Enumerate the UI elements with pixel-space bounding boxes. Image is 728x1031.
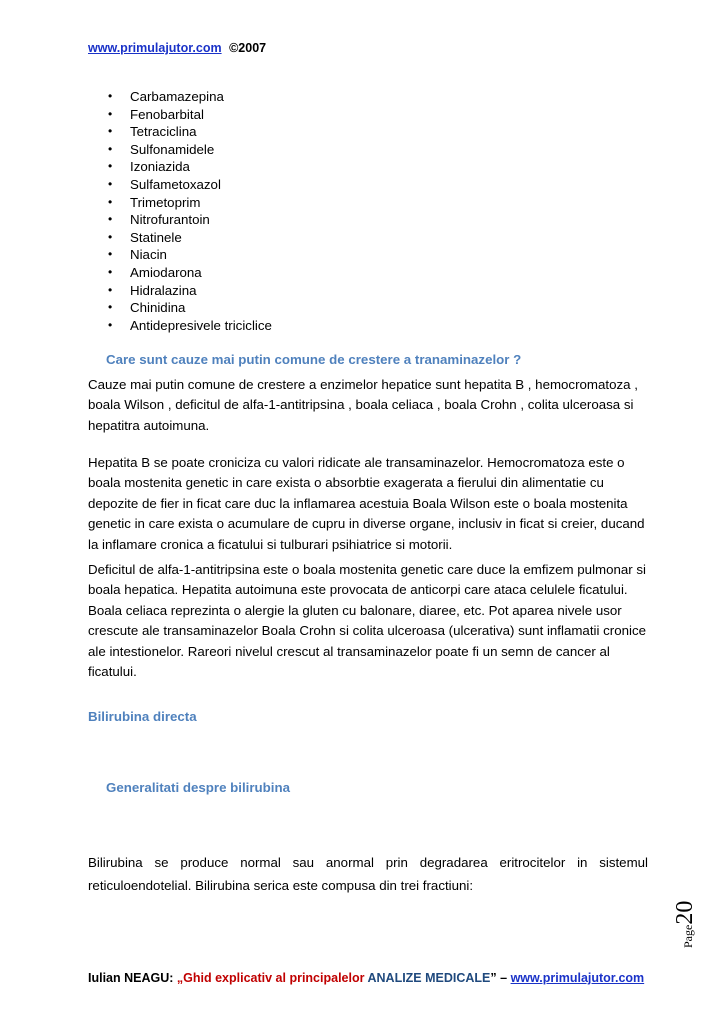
bullet-icon: • — [108, 282, 113, 297]
paragraph-causes: Cauze mai putin comune de crestere a enzimelor hepatice sunt hepatita B , hemocromatoza , boala Wilson , deficitul de alfa-1-antitripsina , boala celiaca , boala Crohn , colita ulceroasa si hepatitra autoimuna. — [88, 377, 638, 433]
bullet-icon: • — [108, 124, 113, 139]
footer-open-quote: „ — [176, 971, 184, 985]
list-item: • Amiodarona — [108, 264, 202, 280]
paragraph-hepatitis-b: Hepatita B se poate croniciza cu valori ridicate ale transaminazelor. Hemocromatoza este o boala mostenita genetic in care exista o absorbtie exagerata a fierului din alimentatie cu depozite de fier in ficat care duc la inflamarea acestuia Boala Wilson este o boala mostenita genetic in care exista o acumulare de cupru in diverse organe, inclusiv in ficat si creier, ducand la inflamare cronica a ficatului si tulburari psihiatrice si motorii. — [88, 455, 645, 552]
footer-close: ” – — [490, 971, 508, 985]
page-footer — [88, 971, 644, 985]
header-copyright: ©2007 — [229, 41, 267, 55]
page-header — [88, 41, 266, 55]
list-item: • Niacin — [108, 247, 167, 263]
footer-site-link[interactable]: www.primulajutor.com — [510, 971, 645, 985]
list-item: • Carbamazepina — [108, 89, 224, 104]
page-label: Page — [681, 924, 695, 948]
list-item: • Chinidina — [108, 300, 186, 316]
bullet-icon: • — [108, 106, 113, 121]
list-item: • Antidepresivele triciclice — [108, 317, 272, 333]
bullet-icon: • — [108, 194, 113, 209]
footer-guide-title: Ghid explicativ al principalelor — [183, 971, 365, 985]
list-item: • Izoniazida — [108, 159, 190, 175]
section-heading-causes: Care sunt cauze mai putin comune de crestere a tranaminazelor ? — [106, 352, 522, 367]
section-heading-bilirubin: Bilirubina directa — [88, 709, 197, 724]
list-item: • Sulfametoxazol — [108, 176, 221, 192]
list-item: • Trimetoprim — [108, 194, 201, 210]
bullet-icon: • — [108, 89, 113, 103]
list-item: • Tetraciclina — [108, 124, 197, 140]
bullet-icon: • — [108, 141, 113, 156]
list-item: • Statinele — [108, 229, 182, 245]
paragraph-alpha1: Deficitul de alfa-1-antitripsina este o boala mostenita genetic care duce la emfizem pulmonar si boala hepatica. Hepatita autoimuna este provocata de anticorpi care ataca celulele ficatului. Boala celiaca reprezinta o alergie la gluten cu balonare, diaree, etc. Pot aparea nivele usor crescute ale transaminazelor Boala Crohn si colita ulceroasa (ulcerativa) sunt inflamatii cronice ale intestionelor. Rareori nivelul crescut al transaminazelor poate fi un semn de cancer al ficatului. — [88, 562, 647, 680]
list-item: • Sulfonamidele — [108, 141, 215, 157]
bullet-icon: • — [108, 317, 113, 332]
paragraph-bilirubin: Bilirubina se produce normal sau anormal prin degradarea eritrocitelor in sistemul reticuloendotelial. Bilirubina serica este compusa din trei fractiuni: — [88, 855, 648, 893]
bullet-icon: • — [108, 212, 113, 227]
bullet-icon: • — [108, 176, 113, 191]
bullet-icon: • — [108, 159, 113, 174]
list-item: • Nitrofurantoin — [108, 212, 210, 228]
subheading-bilirubin-general: Generalitati despre bilirubina — [106, 780, 290, 795]
bullet-icon: • — [108, 229, 113, 244]
footer-guide-subject: ANALIZE MEDICALE — [367, 971, 491, 985]
bullet-icon: • — [108, 264, 113, 279]
footer-author: Iulian NEAGU: — [88, 971, 174, 985]
bullet-icon: • — [108, 247, 113, 262]
list-item: • Hidralazina — [108, 282, 197, 298]
drug-list — [88, 88, 272, 334]
page-number-value: 20 — [672, 900, 698, 925]
page-number — [672, 901, 699, 948]
list-item: • Fenobarbital — [108, 106, 204, 122]
bullet-icon: • — [108, 300, 113, 315]
header-site-link[interactable]: www.primulajutor.com — [88, 41, 222, 55]
